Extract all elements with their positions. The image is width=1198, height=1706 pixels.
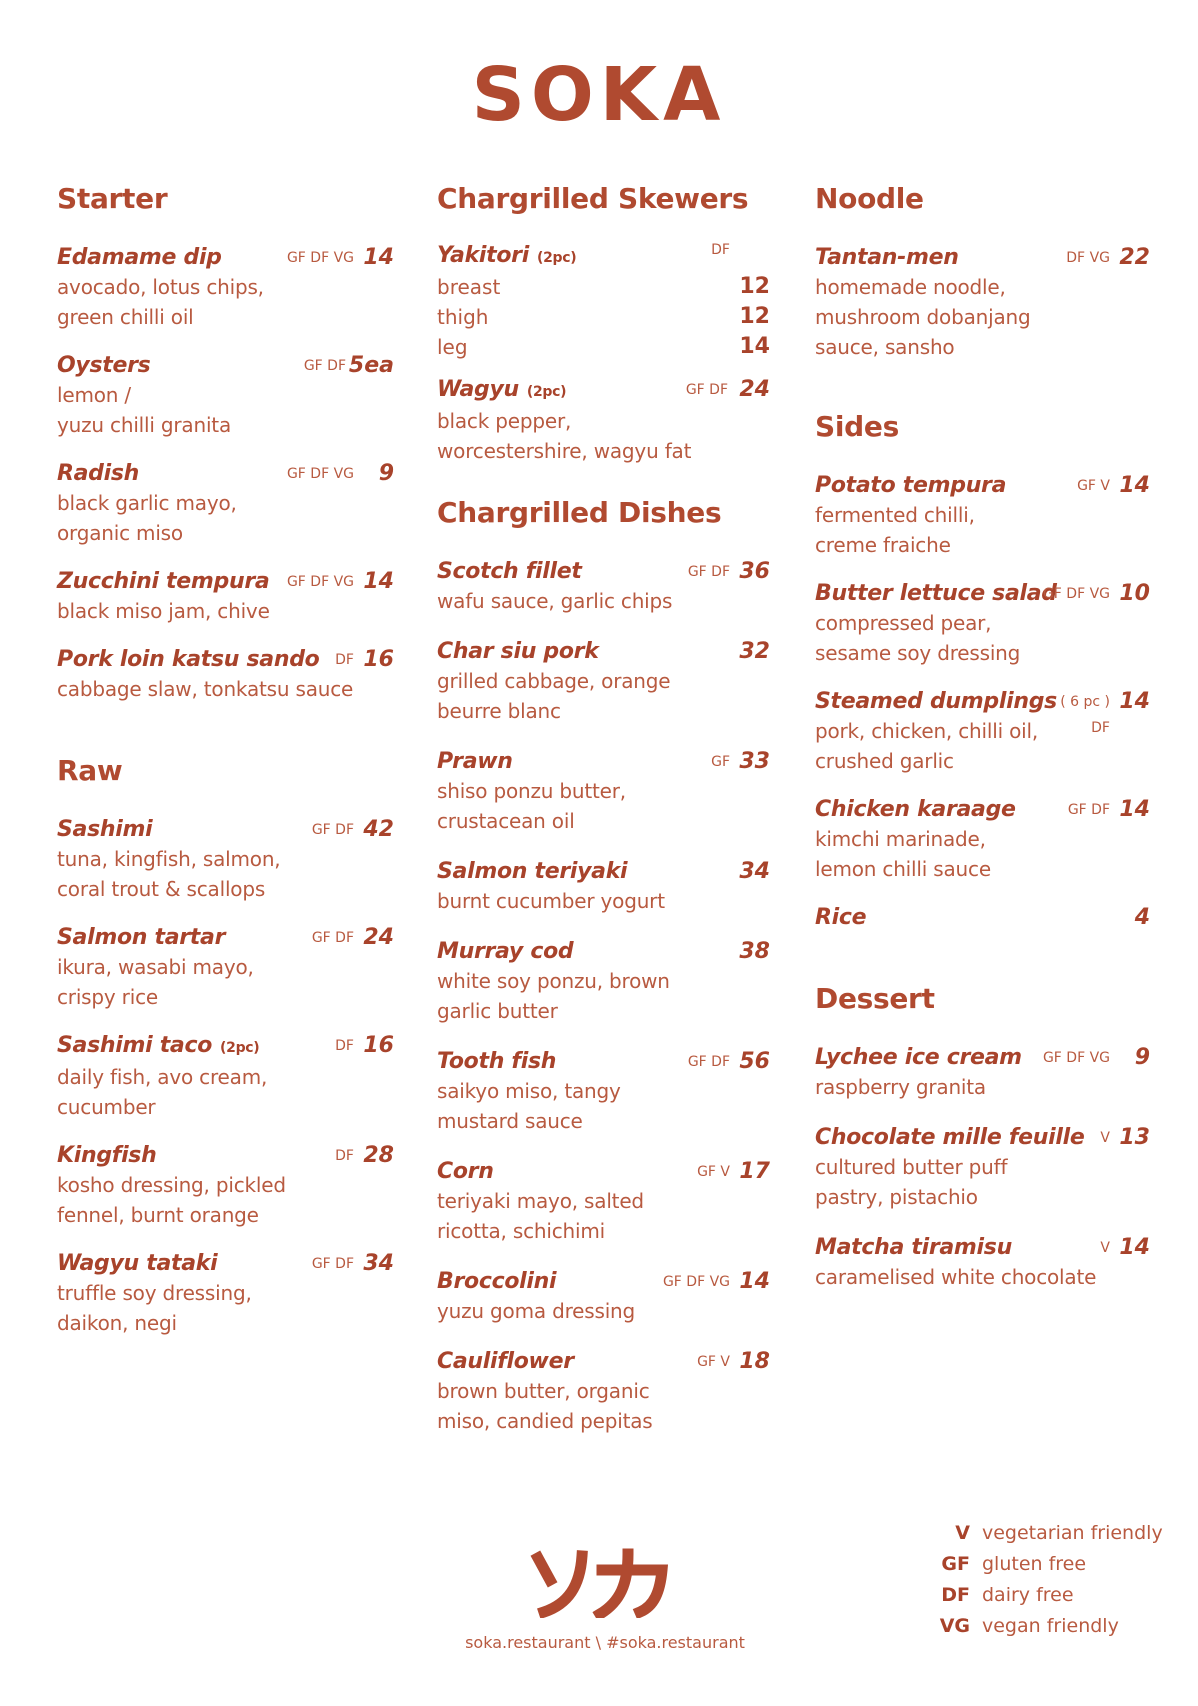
item-price: 17	[739, 1159, 770, 1184]
item-description: wafu sauce, garlic chips	[437, 589, 673, 613]
dietary-tags: GF	[711, 754, 730, 770]
dietary-tags: GF DF VG	[286, 250, 354, 266]
item-description: caramelised white chocolate	[815, 1265, 1097, 1289]
menu-item	[437, 858, 770, 916]
item-price: 14	[363, 569, 394, 594]
menu-item	[437, 748, 770, 836]
legend-key: DF	[941, 1584, 970, 1606]
section-title-dishes: Chargrilled Dishes	[437, 496, 722, 529]
menu-item	[57, 1250, 394, 1338]
yakitori-options	[437, 272, 770, 362]
section-title-starter: Starter	[57, 182, 168, 215]
option-label: breast	[437, 275, 501, 299]
item-name: Corn	[437, 1159, 494, 1184]
item-price: 14	[739, 1269, 770, 1294]
item-name: Salmon tartar	[57, 925, 226, 950]
item-name: Chocolate mille feuille	[815, 1125, 1085, 1150]
dietary-tags: GF DF	[687, 564, 730, 580]
dietary-tags: GF DF	[311, 1256, 354, 1272]
menu-item	[57, 460, 394, 548]
section-title-skewers: Chargrilled Skewers	[437, 182, 749, 215]
dietary-tags: DF	[711, 242, 730, 258]
item-description: black pepper, worcestershire, wagyu fat	[437, 409, 692, 463]
item-name: Matcha tiramisu	[815, 1235, 1012, 1260]
dietary-tags: GF DF VG	[1042, 1050, 1110, 1066]
yakitori-option	[437, 302, 770, 332]
item-description: truffle soy dressing, daikon, negi	[57, 1281, 252, 1335]
item-price: 24	[363, 925, 394, 950]
menu-item	[815, 904, 1150, 932]
dietary-tags: V	[1100, 1130, 1110, 1146]
piece-count: (2pc)	[526, 384, 567, 400]
item-name: Potato tempura	[815, 473, 1007, 498]
legend-row	[930, 1615, 1190, 1646]
menu-item	[815, 244, 1150, 362]
dietary-tags: GF V	[697, 1164, 730, 1180]
katakana-logo-icon	[530, 1548, 670, 1618]
dietary-tags: GF DF VG	[286, 574, 354, 590]
menu-item	[57, 646, 394, 704]
dishes-list	[437, 558, 770, 1436]
item-name: Tantan-men	[815, 245, 959, 270]
menu-item	[57, 816, 394, 904]
piece-count: (2pc)	[220, 1040, 260, 1056]
dietary-tags: ( 6 pc )	[1060, 694, 1110, 710]
menu-item	[57, 1032, 394, 1122]
item-name: Cauliflower	[437, 1349, 574, 1374]
item-description: lemon / yuzu chilli granita	[57, 383, 232, 437]
item-price: 14	[1119, 689, 1150, 714]
item-name: Radish	[57, 461, 140, 486]
legend-label: dairy free	[982, 1584, 1074, 1606]
item-price: 9	[1134, 1045, 1150, 1070]
item-price: 34	[739, 859, 770, 884]
yakitori-option	[437, 332, 770, 362]
menu-item	[57, 244, 394, 332]
item-name: Wagyu tataki	[57, 1251, 218, 1276]
item-name: Rice	[815, 905, 867, 930]
piece-count: (2pc)	[536, 250, 577, 266]
item-price: 9	[378, 461, 394, 486]
item-description: saikyo miso, tangy mustard sauce	[437, 1079, 621, 1133]
dietary-tags: DF	[335, 1148, 354, 1164]
item-price: 28	[363, 1143, 394, 1168]
option-label: thigh	[437, 305, 489, 329]
menu-item	[815, 1044, 1150, 1102]
item-price: 18	[739, 1349, 770, 1374]
item-description: black garlic mayo, organic miso	[57, 491, 237, 545]
section-title-raw: Raw	[57, 754, 123, 787]
item-price: 24	[739, 377, 770, 402]
item-description: pork, chicken, chilli oil, crushed garlic	[815, 719, 1039, 773]
dietary-tags: GF DF	[687, 1054, 730, 1070]
menu-item-wagyu-skewer	[437, 376, 770, 466]
menu-item	[815, 796, 1150, 884]
yakitori-option	[437, 272, 770, 302]
item-description: compressed pear, sesame soy dressing	[815, 611, 1021, 665]
item-price: 14	[1119, 797, 1150, 822]
dietary-tags: GF DF VG	[662, 1274, 730, 1290]
item-name: Butter lettuce salad	[815, 581, 1057, 606]
item-name: Oysters	[57, 353, 151, 378]
legend-key: GF	[941, 1553, 970, 1575]
dietary-tags: DF VG	[1066, 250, 1110, 266]
legend-label: vegan friendly	[982, 1615, 1119, 1637]
item-description: yuzu goma dressing	[437, 1299, 636, 1323]
dietary-tags: GF V	[1077, 478, 1110, 494]
section-title-sides: Sides	[815, 410, 899, 443]
item-name: Yakitori (2pc)	[437, 243, 577, 268]
item-name: Zucchini tempura	[57, 569, 270, 594]
column-right	[815, 180, 1150, 1314]
option-price: 14	[739, 334, 770, 359]
legend-row	[930, 1522, 1190, 1553]
item-price: 14	[1119, 1235, 1150, 1260]
menu-item	[437, 1158, 770, 1246]
item-name: Chicken karaage	[815, 797, 1016, 822]
menu-item	[57, 1142, 394, 1230]
item-price: 14	[363, 245, 394, 270]
dietary-tags: DF	[335, 652, 354, 668]
item-name: Edamame dip	[57, 245, 222, 270]
legend-row	[930, 1584, 1190, 1615]
dietary-tags: GF DF	[311, 822, 354, 838]
item-description: fermented chilli, creme fraiche	[815, 503, 975, 557]
item-name: Steamed dumplings	[815, 689, 1057, 714]
menu-item	[437, 558, 770, 616]
legend-key: VG	[939, 1615, 970, 1637]
option-price: 12	[739, 304, 770, 329]
item-description: tuna, kingfish, salmon, coral trout & scallops	[57, 847, 281, 901]
sides-list	[815, 472, 1150, 932]
item-description: burnt cucumber yogurt	[437, 889, 665, 913]
dietary-legend	[930, 1522, 1190, 1646]
dessert-list	[815, 1044, 1150, 1292]
menu-item	[57, 924, 394, 1012]
item-price: 13	[1119, 1125, 1150, 1150]
item-price: 56	[739, 1049, 770, 1074]
item-price: 33	[739, 749, 770, 774]
dietary-tags: V	[1100, 1240, 1110, 1256]
item-description: homemade noodle, mushroom dobanjang sauce, sansho	[815, 275, 1031, 359]
menu-item	[57, 352, 394, 440]
item-description: grilled cabbage, orange beurre blanc	[437, 669, 671, 723]
dietary-tags: GF DF	[1067, 802, 1110, 818]
dietary-tags: DF	[335, 1038, 354, 1054]
legend-row	[930, 1553, 1190, 1584]
item-name: Salmon teriyaki	[437, 859, 628, 884]
item-description: shiso ponzu butter, crustacean oil	[437, 779, 626, 833]
item-description: ikura, wasabi mayo, crispy rice	[57, 955, 254, 1009]
item-price: 42	[363, 817, 394, 842]
menu-item	[815, 688, 1150, 776]
dietary-tags: GF DF	[685, 382, 728, 398]
item-description: raspberry granita	[815, 1075, 986, 1099]
item-name: Wagyu (2pc)	[437, 377, 567, 402]
dietary-tags: GF DF	[303, 358, 346, 374]
item-description: avocado, lotus chips, green chilli oil	[57, 275, 264, 329]
column-middle	[437, 180, 770, 1458]
item-description: cabbage slaw, tonkatsu sauce	[57, 677, 354, 701]
dietary-tags: GF V	[697, 1354, 730, 1370]
item-name: Prawn	[437, 749, 513, 774]
legend-label: gluten free	[982, 1553, 1087, 1575]
option-price: 12	[739, 274, 770, 299]
dietary-tags: GF DF VG	[286, 466, 354, 482]
menu-item	[57, 568, 394, 626]
option-label: leg	[437, 335, 468, 359]
item-price: 22	[1119, 245, 1150, 270]
item-description: teriyaki mayo, salted ricotta, schichimi	[437, 1189, 644, 1243]
item-price: 34	[363, 1251, 394, 1276]
dietary-tags: GF DF VG	[1042, 586, 1110, 602]
item-description: kimchi marinade, lemon chilli sauce	[815, 827, 991, 881]
starter-list	[57, 244, 394, 704]
item-name: Sashimi taco (2pc)	[57, 1033, 260, 1058]
item-name: Lychee ice cream	[815, 1045, 1022, 1070]
menu-item	[437, 638, 770, 726]
column-left	[57, 180, 394, 1358]
legend-label: vegetarian friendly	[982, 1522, 1163, 1544]
menu-item	[815, 1124, 1150, 1212]
item-description: cultured butter puff pastry, pistachio	[815, 1155, 1008, 1209]
noodle-list	[815, 244, 1150, 362]
menu-item	[815, 580, 1150, 668]
item-price: 38	[739, 939, 770, 964]
item-name: Murray cod	[437, 939, 574, 964]
item-price: 16	[363, 647, 394, 672]
legend-key: V	[955, 1522, 970, 1544]
item-description: white soy ponzu, brown garlic butter	[437, 969, 670, 1023]
item-price: 32	[739, 639, 770, 664]
skewers-list	[437, 242, 770, 466]
menu-item	[437, 1348, 770, 1436]
item-name: Broccolini	[437, 1269, 557, 1294]
brand-logo: SOKA	[471, 52, 727, 138]
raw-list	[57, 816, 394, 1338]
item-name: Tooth fish	[437, 1049, 557, 1074]
item-name: Char siu pork	[437, 639, 599, 664]
item-name: Kingfish	[57, 1143, 157, 1168]
item-price: 4	[1134, 905, 1150, 930]
social-handles: soka.restaurant \ #soka.restaurant	[465, 1633, 745, 1652]
item-name: Sashimi	[57, 817, 153, 842]
item-name: Pork loin katsu sando	[57, 647, 320, 672]
item-price: 16	[363, 1033, 394, 1058]
item-price: 14	[1119, 473, 1150, 498]
menu-item	[437, 1268, 770, 1326]
menu-item	[815, 472, 1150, 560]
item-description: black miso jam, chive	[57, 599, 270, 623]
dietary-tags: GF DF	[311, 930, 354, 946]
menu-item-yakitori	[437, 242, 770, 362]
item-price: 10	[1119, 581, 1150, 606]
item-description: daily fish, avo cream, cucumber	[57, 1065, 268, 1119]
section-title-dessert: Dessert	[815, 982, 935, 1015]
item-name: Scotch fillet	[437, 559, 582, 584]
item-price: 36	[739, 559, 770, 584]
item-description: kosho dressing, pickled fennel, burnt orange	[57, 1173, 286, 1227]
item-price: 5ea	[348, 353, 394, 378]
section-title-noodle: Noodle	[815, 182, 924, 215]
menu-item	[437, 938, 770, 1026]
menu-item	[437, 1048, 770, 1136]
item-description: brown butter, organic miso, candied pepitas	[437, 1379, 653, 1433]
menu-item	[815, 1234, 1150, 1292]
dietary-tags: DF	[1091, 720, 1110, 736]
